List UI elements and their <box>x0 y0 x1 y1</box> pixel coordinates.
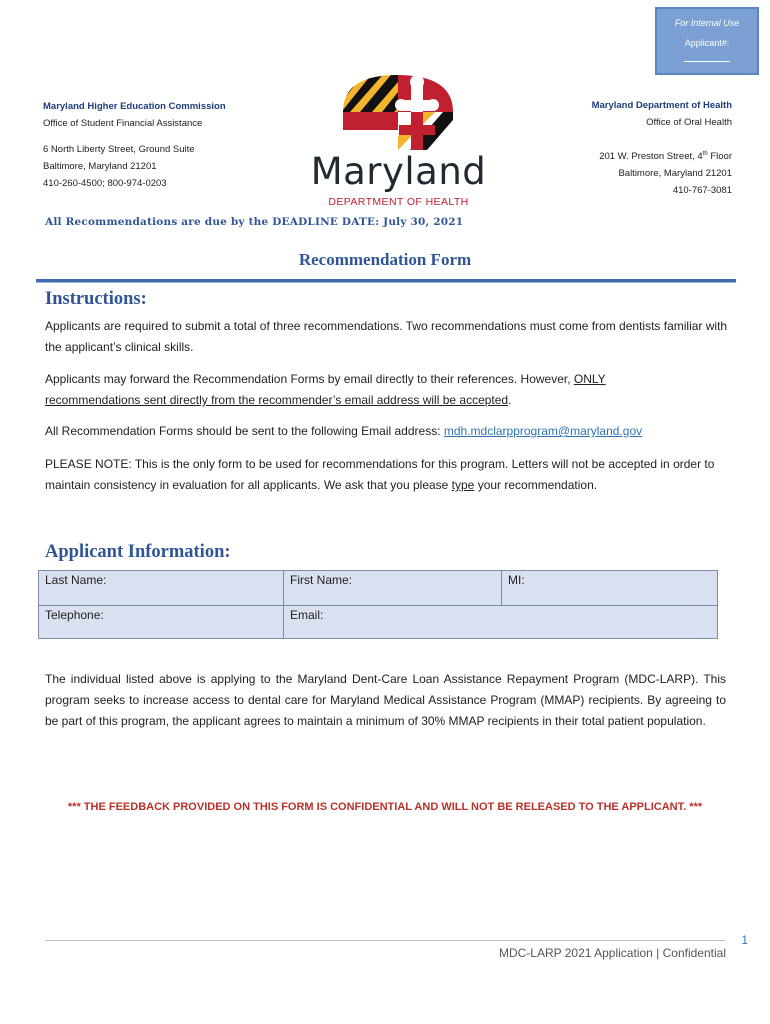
right-office-street: 201 W. Preston Street, 4th Floor <box>599 151 732 163</box>
internal-use-box <box>655 7 759 75</box>
left-office-org: Maryland Higher Education Commission <box>43 101 226 112</box>
only-emphasis: ONLY <box>573 372 606 386</box>
middle-initial-field[interactable]: MI: <box>502 571 718 606</box>
right-office-address <box>592 97 732 199</box>
left-office-city: Baltimore, Maryland 21201 <box>43 161 157 172</box>
left-office-address <box>43 98 226 192</box>
title-divider <box>36 279 736 283</box>
right-office-org: Maryland Department of Health <box>591 100 732 111</box>
instructions-paragraph-3: All Recommendation Forms should be sent to the following Email address: mdh.mdclarpprogram@maryland.gov <box>45 424 643 438</box>
form-title: Recommendation Form <box>298 250 472 269</box>
left-office-phone: 410-260-4500; 800-974-0203 <box>43 178 167 189</box>
left-office-street: 6 North Liberty Street, Ground Suite <box>43 144 195 155</box>
telephone-field[interactable]: Telephone: <box>39 606 284 639</box>
deadline-notice: All Recommendations are due by the DEADLINE DATE: July 30, 2021 <box>45 216 464 228</box>
applicant-info-table <box>38 570 718 639</box>
internal-use-label: For Internal Use <box>674 18 740 28</box>
left-office-dept: Office of Student Financial Assistance <box>43 118 203 129</box>
first-name-field[interactable]: First Name: <box>284 571 502 606</box>
submission-email-link[interactable]: mdh.mdclarpprogram@maryland.gov <box>443 424 643 438</box>
footer-divider <box>45 940 725 941</box>
program-description: The individual listed above is applying to the Maryland Dent-Care Loan Assistance Repayment Program (MDC-LARP). This program seeks to increase access to dental care for Maryland Medical Assistance Program (MMAP) recipients. By agreeing to be part of this program, the applicant agrees to maintain a minimum of 30% MMAP recipients in their total patient population. <box>45 672 726 728</box>
footer-text: MDC-LARP 2021 Application | Confidential <box>498 946 726 960</box>
right-office-phone: 410-767-3081 <box>672 185 732 197</box>
instructions-paragraph-2: Applicants may forward the Recommendation Forms by email directly to their references. However, ONLY recommendations sent directly from the recommender’s email address will be accepted. <box>45 372 606 407</box>
applicant-number-label: Applicant#: <box>684 38 730 48</box>
logo-wordmark: Maryland <box>310 150 487 193</box>
applicant-info-heading: Applicant Information: <box>45 542 231 562</box>
instructions-paragraph-1: Applicants are required to submit a total of three recommendations. Two recommendations must come from dentists familiar with the applicant’s clinical skills. <box>45 319 728 354</box>
confidential-notice: *** THE FEEDBACK PROVIDED ON THIS FORM IS CONFIDENTIAL AND WILL NOT BE RELEASED TO THE APPLICANT. *** <box>67 801 703 813</box>
direct-email-emphasis: recommendations sent directly from the recommender’s email address will be accepted <box>45 393 509 407</box>
type-emphasis: type <box>451 478 475 492</box>
logo-subtitle: DEPARTMENT OF HEALTH <box>328 196 469 208</box>
instructions-paragraph-4: PLEASE NOTE: This is the only form to be used for recommendations for this program. Letters will not be accepted in order to maintain consistency in evaluation for all applicants. We ask that you please type your recommendation. <box>45 457 715 492</box>
page-number: 1 <box>741 933 748 947</box>
last-name-field[interactable]: Last Name: <box>39 571 284 606</box>
right-office-dept: Office of Oral Health <box>646 117 732 128</box>
applicant-number-line <box>684 61 730 62</box>
email-field[interactable]: Email: <box>284 606 718 639</box>
instructions-heading: Instructions: <box>45 289 147 309</box>
right-office-city: Baltimore, Maryland 21201 <box>618 168 732 180</box>
